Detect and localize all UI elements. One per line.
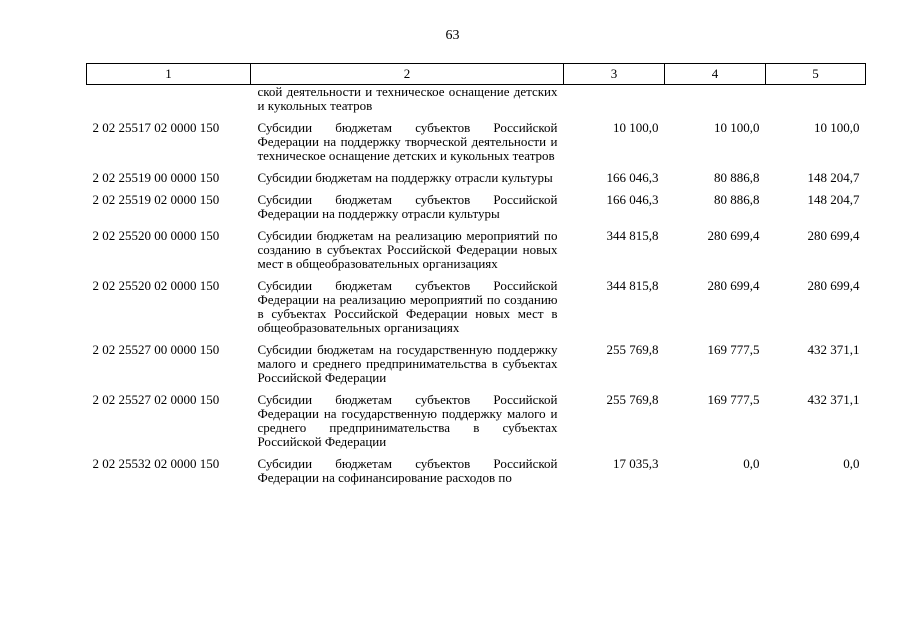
income-description: Субсидии бюджетам субъектов Российской Федерации на реализацию мероприятий по созданию в субъектах Российской Федерации новых мест в общеобразовательных организациях [257, 278, 558, 335]
table-body [87, 85, 866, 486]
amount-col-3: 344 815,8 [606, 278, 659, 293]
income-description: Субсидии бюджетам на поддержку отрасли культуры [257, 170, 553, 185]
amount-col-4: 0,0 [743, 456, 760, 471]
amount-col-5: 432 371,1 [807, 342, 860, 357]
income-description: Субсидии бюджетам субъектов Российской Федерации на поддержку творческой деятельности и техническое оснащение детских и кукольных театров [257, 120, 558, 163]
amount-col-4: 80 886,8 [714, 170, 760, 185]
table-row [87, 221, 866, 271]
income-description: Субсидии бюджетам субъектов Российской Федерации на государственную поддержку малого и среднего предпринимательства в субъектах Российской Федерации [257, 392, 558, 449]
amount-col-5: 280 699,4 [807, 228, 860, 243]
page-number: 63 [445, 28, 460, 43]
table-row [87, 385, 866, 449]
amount-col-3: 166 046,3 [606, 192, 659, 207]
amount-col-3: 166 046,3 [606, 170, 659, 185]
budget-code: 2 02 25527 02 0000 150 [92, 392, 220, 407]
income-description: ской деятельности и техническое оснащение детских и кукольных театров [257, 84, 558, 113]
amount-col-5: 432 371,1 [807, 392, 860, 407]
amount-col-4: 80 886,8 [714, 192, 760, 207]
header-row [87, 64, 866, 85]
budget-code [87, 85, 251, 114]
table-row [87, 185, 866, 221]
amount-col-3: 344 815,8 [606, 228, 659, 243]
amount-col-3: 17 035,3 [613, 456, 659, 471]
table-row [87, 163, 866, 185]
amount-col-3: 255 769,8 [606, 392, 659, 407]
table-row [87, 449, 866, 485]
header-col-5: 5 [766, 64, 866, 85]
income-description: Субсидии бюджетам субъектов Российской Федерации на поддержку отрасли культуры [257, 192, 558, 221]
header-col-2: 2 [251, 64, 564, 85]
header-col-1: 1 [87, 64, 251, 85]
amount-col-3: 10 100,0 [613, 120, 659, 135]
budget-code: 2 02 25520 00 0000 150 [92, 228, 220, 243]
table-row [87, 85, 866, 114]
amount-col-4: 169 777,5 [707, 342, 760, 357]
budget-code: 2 02 25520 02 0000 150 [92, 278, 220, 293]
budget-code: 2 02 25519 00 0000 150 [92, 170, 220, 185]
income-description: Субсидии бюджетам на государственную поддержку малого и среднего предпринимательства в субъектах Российской Федерации [257, 342, 558, 385]
amount-col-4: 280 699,4 [707, 228, 760, 243]
budget-code: 2 02 25527 00 0000 150 [92, 342, 220, 357]
amount-col-4: 280 699,4 [707, 278, 760, 293]
amount-col-3 [564, 85, 665, 114]
amount-col-5: 148 204,7 [807, 192, 860, 207]
income-description: Субсидии бюджетам на реализацию мероприятий по созданию в субъектах Российской Федерации новых мест в общеобразовательных организациях [257, 228, 558, 271]
header-col-4: 4 [665, 64, 766, 85]
amount-col-4 [665, 85, 766, 114]
table-header [87, 64, 866, 85]
amount-col-5: 0,0 [843, 456, 860, 471]
amount-col-5 [766, 85, 866, 114]
amount-col-4: 10 100,0 [714, 120, 760, 135]
budget-code: 2 02 25532 02 0000 150 [92, 456, 220, 471]
amount-col-5: 148 204,7 [807, 170, 860, 185]
amount-col-4: 169 777,5 [707, 392, 760, 407]
income-description: Субсидии бюджетам субъектов Российской Федерации на софинансирование расходов по [257, 456, 558, 485]
table-row [87, 335, 866, 385]
header-col-3: 3 [564, 64, 665, 85]
amount-col-5: 280 699,4 [807, 278, 860, 293]
table-row [87, 271, 866, 335]
budget-code: 2 02 25517 02 0000 150 [92, 120, 220, 135]
amount-col-5: 10 100,0 [814, 120, 860, 135]
budget-code: 2 02 25519 02 0000 150 [92, 192, 220, 207]
amount-col-3: 255 769,8 [606, 342, 659, 357]
table-row [87, 113, 866, 163]
budget-table [86, 63, 866, 485]
